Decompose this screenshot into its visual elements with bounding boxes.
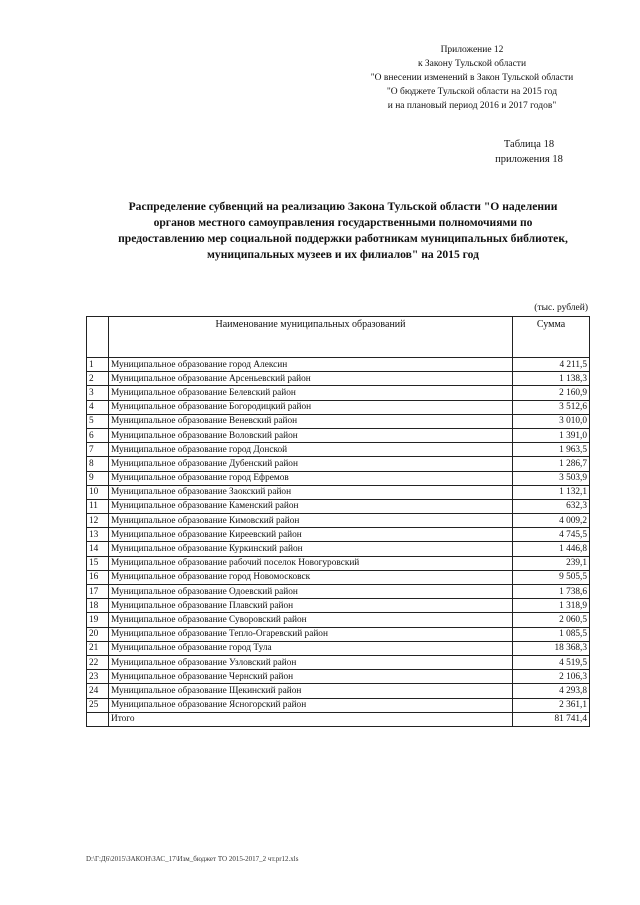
table-row [87, 457, 590, 471]
row-amount: 1 085,5 [513, 627, 590, 641]
appendix-line: "О внесении изменений в Закон Тульской области [370, 73, 574, 83]
row-municipality: Муниципальное образование Каменский район [109, 499, 513, 513]
table-row [87, 542, 590, 556]
row-municipality: Муниципальное образование Узловский район [109, 655, 513, 669]
row-municipality: Муниципальное образование Белевский район [109, 386, 513, 400]
row-number: 1 [87, 358, 109, 372]
row-number: 5 [87, 414, 109, 428]
row-number: 3 [87, 386, 109, 400]
header-name: Наименование муниципальных образований [109, 317, 513, 358]
row-number: 25 [87, 698, 109, 712]
row-amount: 1 132,1 [513, 485, 590, 499]
table-header-row [87, 317, 590, 358]
row-municipality: Муниципальное образование Ясногорский район [109, 698, 513, 712]
row-municipality: Муниципальное образование Тепло-Огаревский район [109, 627, 513, 641]
row-number: 16 [87, 570, 109, 584]
row-number: 19 [87, 613, 109, 627]
appendix-line: Приложение 12 [440, 45, 504, 55]
row-municipality: Муниципальное образование город Новомосковск [109, 570, 513, 584]
table-row [87, 428, 590, 442]
table-row [87, 372, 590, 386]
table-row [87, 499, 590, 513]
title-line: предоставлению мер социальной поддержки работникам муниципальных библиотек, [118, 232, 568, 245]
row-municipality: Муниципальное образование Суворовский район [109, 613, 513, 627]
table-row [87, 414, 590, 428]
row-municipality: Муниципальное образование Щекинский район [109, 684, 513, 698]
row-municipality: Муниципальное образование Дубенский район [109, 457, 513, 471]
row-number: 24 [87, 684, 109, 698]
title-line: Распределение субвенций на реализацию Закона Тульской области "О наделении [128, 200, 558, 213]
table-row [87, 556, 590, 570]
table-body [87, 358, 590, 727]
row-amount: 1 286,7 [513, 457, 590, 471]
row-number: 21 [87, 641, 109, 655]
table-reference-line: приложения 18 [495, 154, 563, 165]
row-amount: 3 503,9 [513, 471, 590, 485]
table-row [87, 627, 590, 641]
row-amount: 2 060,5 [513, 613, 590, 627]
table-row [87, 528, 590, 542]
row-municipality: Муниципальное образование Веневский район [109, 414, 513, 428]
row-amount: 632,3 [513, 499, 590, 513]
row-number: 22 [87, 655, 109, 669]
row-amount: 18 368,3 [513, 641, 590, 655]
row-amount: 4 519,5 [513, 655, 590, 669]
row-number: 15 [87, 556, 109, 570]
row-number: 6 [87, 428, 109, 442]
row-number: 9 [87, 471, 109, 485]
row-number: 11 [87, 499, 109, 513]
row-number: 7 [87, 443, 109, 457]
total-amount: 81 741,4 [513, 712, 590, 726]
row-municipality: Муниципальное образование город Ефремов [109, 471, 513, 485]
row-municipality: Муниципальное образование Киреевский район [109, 528, 513, 542]
table-row [87, 400, 590, 414]
row-amount: 1 738,6 [513, 585, 590, 599]
row-number: 20 [87, 627, 109, 641]
row-amount: 4 293,8 [513, 684, 590, 698]
row-municipality: Муниципальное образование Куркинский район [109, 542, 513, 556]
row-municipality: Муниципальное образование город Донской [109, 443, 513, 457]
file-path-footer: D:\Г:Д6\2015\ЗАКОН\ЗАС_17\Изм_бюджет ТО 2015-2017_2 чт.pr12.xls [86, 855, 299, 863]
row-amount: 239,1 [513, 556, 590, 570]
table-row [87, 585, 590, 599]
row-municipality: Муниципальное образование Чернский район [109, 670, 513, 684]
table-row [87, 698, 590, 712]
total-number [87, 712, 109, 726]
row-municipality: Муниципальное образование город Алексин [109, 358, 513, 372]
appendix-note [342, 43, 602, 113]
table-row [87, 386, 590, 400]
row-number: 13 [87, 528, 109, 542]
row-municipality: Муниципальное образование Одоевский район [109, 585, 513, 599]
row-amount: 1 963,5 [513, 443, 590, 457]
row-amount: 1 318,9 [513, 599, 590, 613]
row-amount: 1 138,3 [513, 372, 590, 386]
appendix-line: к Закону Тульской области [417, 59, 527, 69]
row-municipality: Муниципальное образование Воловский район [109, 428, 513, 442]
row-municipality: Муниципальное образование город Тула [109, 641, 513, 655]
total-label: Итого [109, 712, 513, 726]
row-municipality: Муниципальное образование Богородицкий район [109, 400, 513, 414]
table-row [87, 570, 590, 584]
row-number: 12 [87, 514, 109, 528]
row-amount: 4 211,5 [513, 358, 590, 372]
title-line: органов местного самоуправления государственными полномочиями по [153, 216, 533, 229]
row-amount: 2 361,1 [513, 698, 590, 712]
document-title [84, 199, 602, 263]
row-amount: 3 512,6 [513, 400, 590, 414]
row-number: 10 [87, 485, 109, 499]
row-number: 2 [87, 372, 109, 386]
row-amount: 2 106,3 [513, 670, 590, 684]
table-reference [474, 137, 584, 167]
subvention-table [86, 316, 590, 727]
row-number: 17 [87, 585, 109, 599]
row-number: 18 [87, 599, 109, 613]
header-num [87, 317, 109, 358]
table-row [87, 641, 590, 655]
row-amount: 9 505,5 [513, 570, 590, 584]
row-municipality: Муниципальное образование рабочий поселок Новогуровский [109, 556, 513, 570]
units-label: (тыс. рублей) [534, 303, 588, 313]
row-municipality: Муниципальное образование Арсеньевский район [109, 372, 513, 386]
row-municipality: Муниципальное образование Плавский район [109, 599, 513, 613]
row-municipality: Муниципальное образование Заокский район [109, 485, 513, 499]
table-row [87, 514, 590, 528]
row-number: 14 [87, 542, 109, 556]
table-row [87, 485, 590, 499]
row-amount: 4 009,2 [513, 514, 590, 528]
table-row [87, 670, 590, 684]
appendix-line: "О бюджете Тульской области на 2015 год [386, 87, 558, 97]
row-amount: 1 446,8 [513, 542, 590, 556]
title-line: муниципальных музеев и их филиалов" на 2015 год [207, 248, 479, 261]
table-row [87, 471, 590, 485]
row-municipality: Муниципальное образование Кимовский район [109, 514, 513, 528]
row-number: 23 [87, 670, 109, 684]
table-row [87, 443, 590, 457]
row-amount: 2 160,9 [513, 386, 590, 400]
row-amount: 3 010,0 [513, 414, 590, 428]
total-row [87, 712, 590, 726]
table-row [87, 599, 590, 613]
table-row [87, 684, 590, 698]
table-row [87, 613, 590, 627]
table-row [87, 358, 590, 372]
table-reference-line: Таблица 18 [503, 139, 555, 150]
appendix-line: и на плановый период 2016 и 2017 годов" [387, 101, 557, 111]
table-row [87, 655, 590, 669]
header-sum: Сумма [513, 317, 590, 358]
row-amount: 4 745,5 [513, 528, 590, 542]
row-number: 4 [87, 400, 109, 414]
row-number: 8 [87, 457, 109, 471]
row-amount: 1 391,0 [513, 428, 590, 442]
